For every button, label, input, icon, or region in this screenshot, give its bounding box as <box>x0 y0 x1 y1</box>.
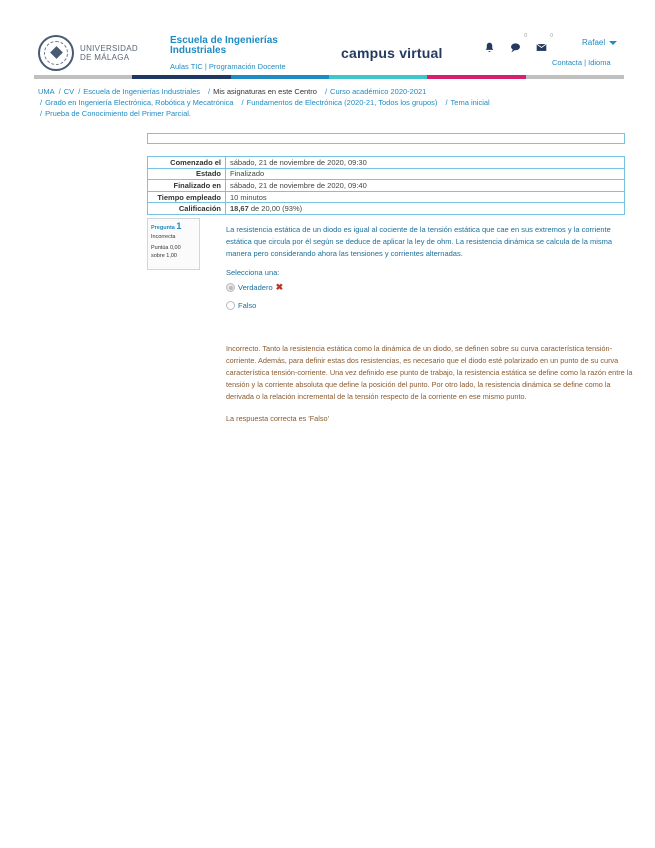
campus-title[interactable]: campus virtual <box>341 45 443 61</box>
summary-value: sábado, 21 de noviembre de 2020, 09:40 <box>226 180 625 192</box>
right-answer: La respuesta correcta es 'Falso' <box>226 414 329 423</box>
logo-text <box>80 44 138 62</box>
chevron-down-icon <box>609 41 617 45</box>
question-number: 1 <box>176 221 182 231</box>
breadcrumb-academic-year[interactable]: Curso académico 2020-2021 <box>330 87 427 96</box>
question-status: Incorrecta <box>151 234 176 240</box>
logo-text-line2: DE MÁLAGA <box>80 53 130 62</box>
breadcrumb-topic[interactable]: Tema inicial <box>450 98 490 107</box>
summary-value <box>226 203 625 215</box>
breadcrumb-school[interactable]: Escuela de Ingenierías Industriales <box>83 87 201 96</box>
answer-label-false: Falso <box>238 301 257 310</box>
summary-label: Estado <box>148 168 226 180</box>
question-number-label: Pregunta <box>151 225 175 231</box>
radio-true[interactable] <box>226 283 235 292</box>
table-row <box>148 180 625 192</box>
chat-badge: 0 <box>524 33 527 39</box>
header-color-bar <box>34 75 624 79</box>
answer-prompt: Selecciona una: <box>226 268 280 277</box>
question-score-line2: sobre 1,00 <box>151 253 177 259</box>
radio-false[interactable] <box>226 301 235 310</box>
answer-option-false[interactable] <box>226 301 256 310</box>
breadcrumb-cv[interactable]: CV <box>63 87 75 96</box>
school-name-link[interactable]: Escuela de Ingenierías Industriales <box>170 35 278 56</box>
user-menu[interactable] <box>582 38 617 47</box>
color-bar-segment <box>231 75 329 79</box>
breadcrumb-line-3: / Prueba de Conocimiento del Primer Parcial. <box>40 109 191 118</box>
breadcrumb-quiz[interactable]: Prueba de Conocimiento del Primer Parcial. <box>45 109 191 118</box>
contact-links[interactable]: Contacta | Idioma <box>552 58 611 67</box>
breadcrumb-line-2: / Grado en Ingeniería Electrónica, Robótica y Mecatrónica / Fundamentos de Electrónica (2020-21, Todos los grupos) / Tema inicial <box>40 98 490 107</box>
table-row <box>148 168 625 180</box>
wrong-mark-icon: ✖ <box>275 282 284 292</box>
summary-label: Finalizado en <box>148 180 226 192</box>
summary-label: Comenzado el <box>148 157 226 169</box>
quiz-navigation-box <box>147 133 625 144</box>
attempt-summary-table <box>147 156 625 215</box>
breadcrumb-my-subjects: Mis asignaturas en este Centro <box>213 87 317 96</box>
school-links[interactable]: Aulas TIC | Programación Docente <box>170 62 286 71</box>
question-text: La resistencia estática de un diodo es igual al cociente de la tensión estática que cae en sus extremos y la corriente estática que circula por él según se deduce de aplicar la ley de ohm. La resistencia dinámica se calcula de la misma manera pero considerando ahora las tensiones y corrientes alternadas. <box>226 225 613 258</box>
color-bar-segment <box>34 75 132 79</box>
grade-rest: de 20,00 (93%) <box>248 204 303 214</box>
user-name: Rafael <box>582 38 606 47</box>
answer-option-true[interactable] <box>226 283 283 292</box>
question-score-line1: Puntúa 0,00 <box>151 245 181 251</box>
mail-badge: 0 <box>550 33 553 39</box>
color-bar-segment <box>427 75 525 79</box>
table-row <box>148 203 625 215</box>
summary-label: Calificación <box>148 203 226 215</box>
breadcrumb <box>38 86 628 119</box>
breadcrumb-line-1: UMA / CV / Escuela de Ingenierías Industriales / Mis asignaturas en este Centro / Curso académico 2020-2021 <box>38 87 427 96</box>
summary-value: Finalizado <box>226 168 625 180</box>
color-bar-segment <box>132 75 230 79</box>
mail-icon[interactable] <box>536 33 553 52</box>
question-info-box <box>147 218 200 270</box>
summary-label: Tiempo empleado <box>148 191 226 203</box>
header-icons <box>484 33 553 52</box>
university-logo[interactable] <box>38 35 138 71</box>
bell-icon[interactable] <box>484 40 498 52</box>
breadcrumb-course[interactable]: Fundamentos de Electrónica (2020-21, Todos los grupos) <box>246 98 438 107</box>
school-block <box>170 36 320 71</box>
logo-text-line1: UNIVERSIDAD <box>80 44 138 53</box>
grade-value: 18,67 <box>230 204 249 214</box>
table-row <box>148 191 625 203</box>
question-feedback: Incorrecto. Tanto la resistencia estática como la dinámica de un diodo, se definen sobre su curva característica tensión-corriente. Además, para definir estas dos resistencias, es necesario que el diodo esté polarizado en un punto de su curva característica tensión-corriente. Una vez definido ese punto de trabajo, la resistencia estática se define como la razón entre la tensión y la corriente absoluta que define la posición del punto. Por otro lado, la resistencia dinámica se define como la derivada o la relación incremental de la tensión respecto de la corriente en ese mismo punto. <box>226 344 633 401</box>
answer-label-true: Verdadero <box>238 283 273 292</box>
table-row <box>148 157 625 169</box>
breadcrumb-uma[interactable]: UMA <box>38 87 55 96</box>
breadcrumb-degree[interactable]: Grado en Ingeniería Electrónica, Robótica y Mecatrónica <box>45 98 234 107</box>
summary-value: 10 minutos <box>226 191 625 203</box>
color-bar-segment <box>329 75 427 79</box>
university-seal-icon <box>38 35 74 71</box>
chat-icon[interactable] <box>510 33 527 52</box>
color-bar-segment <box>526 75 624 79</box>
summary-value: sábado, 21 de noviembre de 2020, 09:30 <box>226 157 625 169</box>
